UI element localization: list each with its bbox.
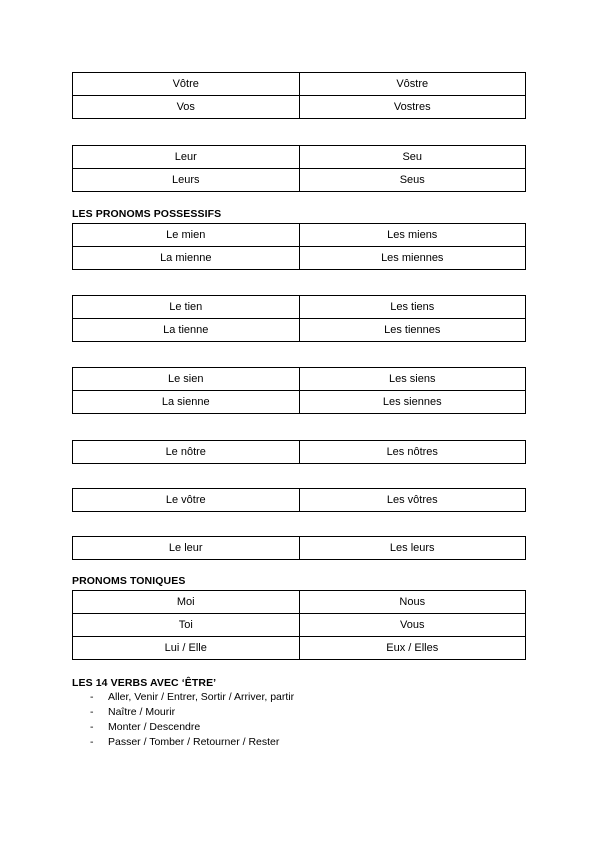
list-item-text: Monter / Descendre xyxy=(108,721,201,733)
table-cell: Les siennes xyxy=(299,391,526,414)
table-row xyxy=(73,146,526,169)
table-cell: Les vôtres xyxy=(299,489,526,512)
table-sien xyxy=(72,367,526,414)
table-row xyxy=(73,319,526,342)
list-item xyxy=(90,705,294,720)
table-cell: Vôstre xyxy=(299,73,526,96)
heading-pronoms-possessifs: LES PRONOMS POSSESSIFS xyxy=(72,208,222,220)
table-mien xyxy=(72,223,526,270)
table-cell: Moi xyxy=(73,591,300,614)
table-row xyxy=(73,247,526,270)
table-row xyxy=(73,73,526,96)
list-bullet: - xyxy=(90,721,94,733)
table-votre-possessif xyxy=(72,488,526,512)
list-bullet: - xyxy=(90,736,94,748)
table-cell: Vos xyxy=(73,96,300,119)
table-cell: La sienne xyxy=(73,391,300,414)
verbs-list xyxy=(90,690,294,750)
table-row xyxy=(73,96,526,119)
table-votre xyxy=(72,72,526,119)
heading-pronoms-toniques: PRONOMS TONIQUES xyxy=(72,575,186,587)
list-item xyxy=(90,690,294,705)
table-cell: Les miennes xyxy=(299,247,526,270)
table-cell: Eux / Elles xyxy=(299,637,526,660)
table-row xyxy=(73,391,526,414)
table-cell: Le vôtre xyxy=(73,489,300,512)
list-item xyxy=(90,735,294,750)
table-cell: Vôtre xyxy=(73,73,300,96)
table-cell: Les nôtres xyxy=(299,441,526,464)
table-cell: Nous xyxy=(299,591,526,614)
table-cell: Les miens xyxy=(299,224,526,247)
table-cell: Le leur xyxy=(73,537,300,560)
table-row xyxy=(73,537,526,560)
table-row xyxy=(73,169,526,192)
table-cell: La tienne xyxy=(73,319,300,342)
table-cell: Le tien xyxy=(73,296,300,319)
table-row xyxy=(73,368,526,391)
list-item xyxy=(90,720,294,735)
table-tien xyxy=(72,295,526,342)
table-cell: La mienne xyxy=(73,247,300,270)
table-cell: Seus xyxy=(299,169,526,192)
table-cell: Les leurs xyxy=(299,537,526,560)
table-row xyxy=(73,224,526,247)
table-cell: Le nôtre xyxy=(73,441,300,464)
table-leur xyxy=(72,145,526,192)
table-row xyxy=(73,614,526,637)
table-cell: Leur xyxy=(73,146,300,169)
table-row xyxy=(73,489,526,512)
table-cell: Vous xyxy=(299,614,526,637)
table-cell: Les tiennes xyxy=(299,319,526,342)
table-cell: Les siens xyxy=(299,368,526,391)
table-toniques xyxy=(72,590,526,660)
table-cell: Le sien xyxy=(73,368,300,391)
table-row xyxy=(73,296,526,319)
table-cell: Seu xyxy=(299,146,526,169)
list-item-text: Aller, Venir / Entrer, Sortir / Arriver, partir xyxy=(108,691,295,703)
table-cell: Le mien xyxy=(73,224,300,247)
list-item-text: Passer / Tomber / Retourner / Rester xyxy=(108,736,280,748)
table-notre xyxy=(72,440,526,464)
table-cell: Toi xyxy=(73,614,300,637)
table-row xyxy=(73,591,526,614)
list-bullet: - xyxy=(90,706,94,718)
table-cell: Vostres xyxy=(299,96,526,119)
list-item-text: Naître / Mourir xyxy=(108,706,176,718)
table-row xyxy=(73,637,526,660)
table-cell: Leurs xyxy=(73,169,300,192)
table-row xyxy=(73,441,526,464)
table-cell: Lui / Elle xyxy=(73,637,300,660)
list-bullet: - xyxy=(90,691,94,703)
table-cell: Les tiens xyxy=(299,296,526,319)
table-le-leur xyxy=(72,536,526,560)
heading-verbs-etre: LES 14 VERBS AVEC ‘ÊTRE’ xyxy=(72,677,217,689)
